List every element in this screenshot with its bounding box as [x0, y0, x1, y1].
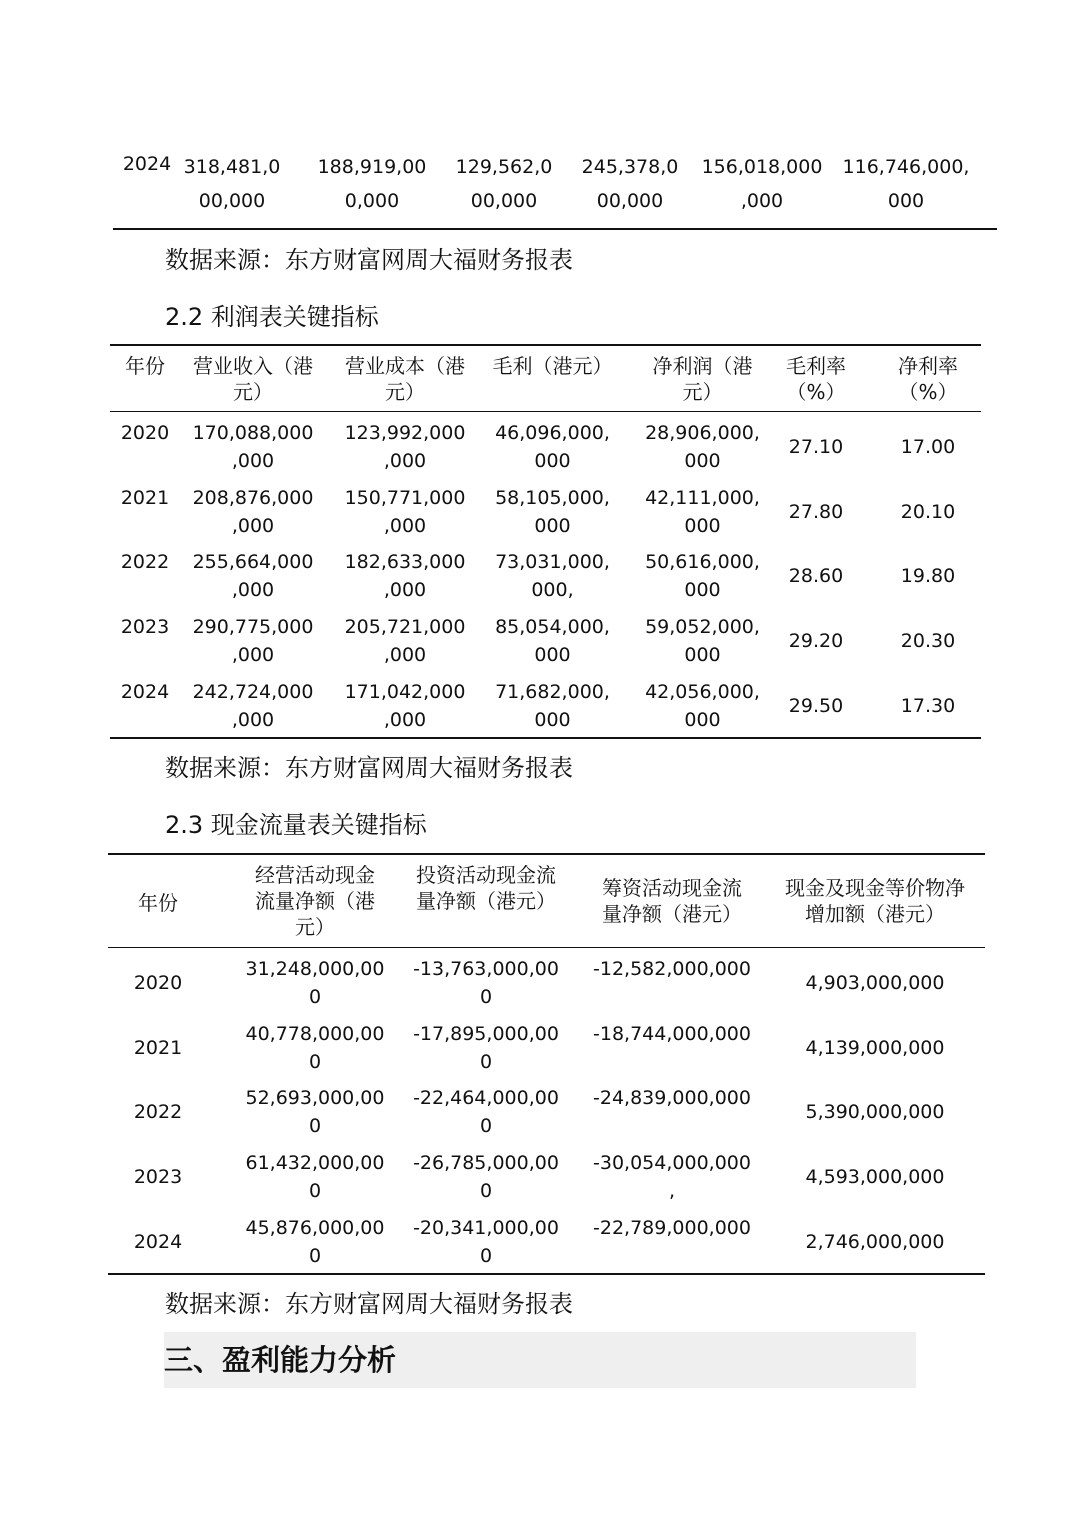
table-cell: 58,105,000, 000 — [495, 486, 610, 537]
column-header: 筹资活动现金流 量净额（港元） — [602, 876, 742, 926]
table-cell: 208,876,000 ,000 — [192, 486, 314, 537]
table-cell: 242,724,000 ,000 — [192, 680, 314, 731]
table-bottom-rule — [113, 228, 997, 230]
table-cell: -22,789,000,000 — [593, 1216, 751, 1239]
table-cell: 29.50 — [788, 694, 844, 717]
table-cell: 31,248,000,00 0 — [245, 958, 385, 1008]
section-title-cashflow: 2.3 现金流量表关键指标 — [165, 811, 427, 839]
column-header: 年份 — [138, 891, 178, 915]
table-header-rule — [110, 411, 981, 412]
table-cell: 20.10 — [900, 500, 956, 523]
table-cell: 17.00 — [900, 436, 956, 458]
table-cell-year: 2021 — [133, 1036, 183, 1059]
table-cell-year: 2023 — [133, 1166, 183, 1189]
table-bottom-rule — [110, 737, 981, 739]
column-header: 营业成本（港 元） — [345, 354, 465, 404]
table-cell: -13,763,000,00 0 — [413, 958, 559, 1008]
column-header: 现金及现金等价物净 增加额（港元） — [785, 876, 965, 926]
table-cell: 290,775,000 ,000 — [192, 616, 314, 667]
table-cell-year: 2021 — [120, 486, 170, 509]
table-cell: 318,481,0 00,000 — [183, 156, 281, 212]
table-cell: -30,054,000,000 , — [593, 1152, 751, 1203]
table-cell: 170,088,000 ,000 — [192, 422, 314, 472]
table-cell-year: 2023 — [120, 616, 170, 639]
column-header: 净利率 （%） — [898, 354, 958, 404]
table-cell: 27.80 — [788, 500, 844, 523]
table-cell: -24,839,000,000 — [593, 1087, 751, 1110]
table-cell: 171,042,000 ,000 — [344, 680, 466, 731]
table-cell: 188,919,00 0,000 — [317, 156, 427, 212]
table-cell: 19.80 — [900, 565, 956, 588]
table-cell-year: 2022 — [120, 551, 170, 574]
table-cell: 46,096,000, 000 — [495, 422, 610, 472]
table-cell: 27.10 — [788, 436, 844, 458]
table-cell-year: 2024 — [133, 1230, 183, 1253]
column-header: 毛利率 （%） — [786, 354, 846, 404]
table-cell: -20,341,000,00 0 — [413, 1216, 559, 1267]
table-cell: 42,111,000, 000 — [645, 486, 760, 537]
table-cell: 29.20 — [788, 630, 844, 653]
table-cell-year: 2020 — [133, 972, 183, 994]
data-source-note: 数据来源：东方财富网周大福财务报表 — [165, 246, 573, 274]
table-cell: 129,562,0 00,000 — [455, 156, 553, 212]
table-cell: 116,746,000, 000 — [842, 156, 970, 212]
column-header: 净利润（港 元） — [652, 354, 753, 404]
table-cell: 245,378,0 00,000 — [581, 156, 679, 212]
table-cell: -17,895,000,00 0 — [413, 1022, 559, 1073]
table-cell: 71,682,000, 000 — [495, 680, 610, 731]
table-cell-year: 2022 — [133, 1101, 183, 1124]
table-cell: 123,992,000 ,000 — [344, 422, 466, 472]
table-cell: 52,693,000,00 0 — [245, 1087, 385, 1138]
section-title-income: 2.2 利润表关键指标 — [165, 303, 379, 331]
table-top-rule — [108, 853, 985, 855]
column-header: 年份 — [125, 354, 165, 378]
table-cell: 4,139,000,000 — [805, 1036, 945, 1059]
table-cell-year: 2020 — [120, 422, 170, 444]
table-bottom-rule — [108, 1273, 985, 1275]
table-cell-year: 2024 — [122, 153, 172, 175]
table-cell-year: 2024 — [120, 680, 170, 703]
table-cell: 205,721,000 ,000 — [344, 616, 466, 667]
section-header-bar — [164, 1332, 916, 1388]
table-cell: -12,582,000,000 — [593, 958, 751, 980]
table-cell: 73,031,000, 000, — [495, 551, 610, 602]
table-cell: 28.60 — [788, 565, 844, 588]
table-cell: 28,906,000, 000 — [645, 422, 760, 472]
data-source-note: 数据来源：东方财富网周大福财务报表 — [165, 1290, 573, 1318]
table-cell: 85,054,000, 000 — [495, 616, 610, 667]
table-cell: 4,593,000,000 — [805, 1166, 945, 1189]
table-top-rule — [110, 344, 981, 346]
table-cell: 5,390,000,000 — [805, 1101, 945, 1124]
table-cell: 42,056,000, 000 — [645, 680, 760, 731]
table-cell: 182,633,000 ,000 — [344, 551, 466, 602]
table-cell: -26,785,000,00 0 — [413, 1152, 559, 1203]
table-cell: 150,771,000 ,000 — [344, 486, 466, 537]
table-cell: 45,876,000,00 0 — [245, 1216, 385, 1267]
column-header: 毛利（港元） — [492, 354, 613, 378]
table-cell: 17.30 — [900, 694, 956, 717]
section-heading: 三、盈利能力分析 — [164, 1343, 397, 1377]
data-source-note: 数据来源：东方财富网周大福财务报表 — [165, 754, 573, 782]
table-cell: -22,464,000,00 0 — [413, 1087, 559, 1138]
table-cell: 59,052,000, 000 — [645, 616, 760, 667]
table-cell: 50,616,000, 000 — [645, 551, 760, 602]
table-cell: 2,746,000,000 — [805, 1230, 945, 1253]
table-cell: 4,903,000,000 — [805, 972, 945, 994]
column-header: 营业收入（港 元） — [193, 354, 313, 404]
column-header: 经营活动现金 流量净额（港 元） — [255, 863, 375, 939]
table-header-rule — [108, 947, 985, 948]
table-cell: -18,744,000,000 — [593, 1022, 751, 1045]
column-header: 投资活动现金流 量净额（港元） — [416, 863, 556, 913]
table-cell: 20.30 — [900, 630, 956, 653]
table-cell: 40,778,000,00 0 — [245, 1022, 385, 1073]
table-cell: 255,664,000 ,000 — [192, 551, 314, 602]
table-cell: 156,018,000 ,000 — [701, 156, 823, 212]
table-cell: 61,432,000,00 0 — [245, 1152, 385, 1203]
